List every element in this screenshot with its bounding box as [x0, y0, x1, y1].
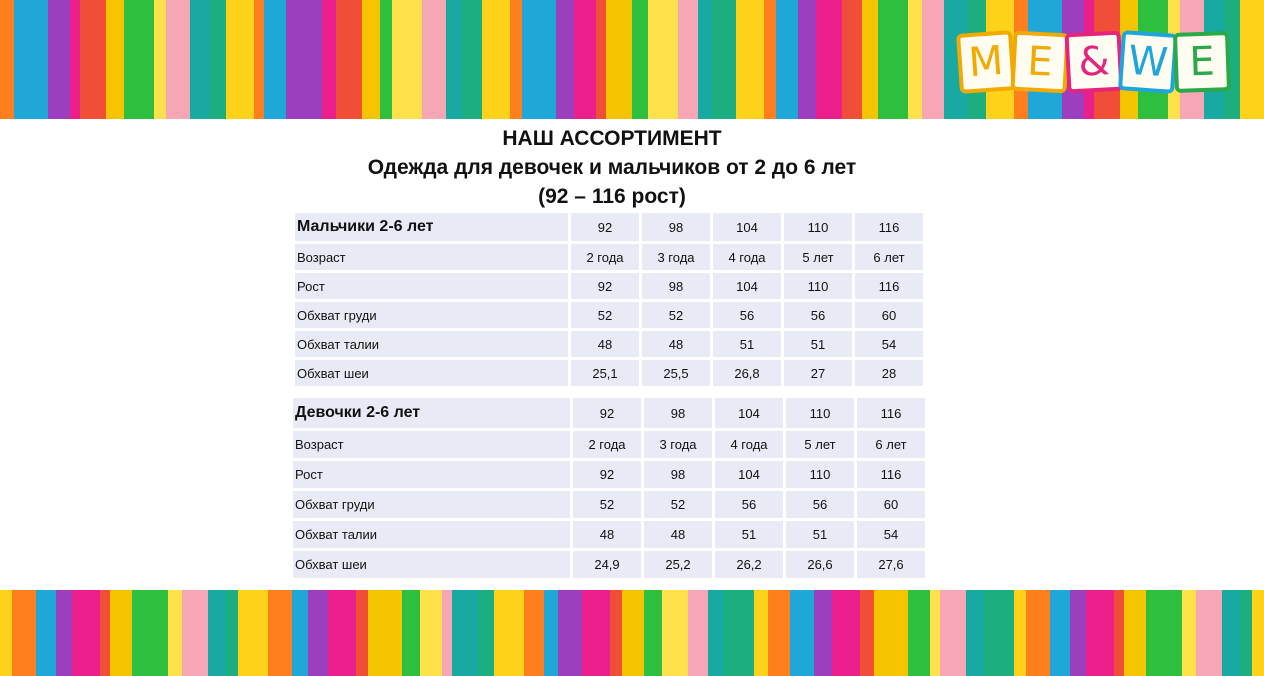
size-cell: 4 года: [713, 244, 784, 273]
size-cell: 26,2: [715, 551, 786, 581]
table-row: [295, 244, 926, 273]
size-cell: 2 года: [571, 244, 642, 273]
size-cell: 6 лет: [855, 244, 926, 273]
size-cell: 2 года: [573, 431, 644, 461]
height-range: (92 – 116 рост): [538, 185, 686, 208]
size-cell: 3 года: [644, 431, 715, 461]
logo-letter-tile: W: [1118, 30, 1178, 94]
size-cell: 48: [571, 331, 642, 360]
size-cell: 52: [644, 491, 715, 521]
size-cell: 104: [715, 398, 786, 431]
table-row: [295, 302, 926, 331]
size-cell: 56: [713, 302, 784, 331]
me-and-we-logo: [950, 24, 1230, 96]
size-cell: 104: [715, 461, 786, 491]
size-cell: 60: [855, 302, 926, 331]
size-cell: 27: [784, 360, 855, 389]
table-row: [293, 551, 928, 581]
row-label: Обхват шеи: [293, 551, 573, 581]
size-cell: 54: [855, 331, 926, 360]
size-cell: 26,8: [713, 360, 784, 389]
size-cell: 104: [713, 213, 784, 244]
table-header-row: [295, 213, 926, 244]
row-label: Обхват груди: [293, 491, 573, 521]
size-cell: 51: [715, 521, 786, 551]
page-header: [300, 124, 924, 211]
size-cell: 48: [642, 331, 713, 360]
bottom-stripe-banner: [0, 590, 1264, 676]
size-cell: 60: [857, 491, 928, 521]
page-title: НАШ АССОРТИМЕНТ: [502, 127, 722, 150]
row-label: Обхват шеи: [295, 360, 571, 389]
size-cell: 27,6: [857, 551, 928, 581]
table-row: [293, 431, 928, 461]
logo-letter-tile: &: [1064, 31, 1123, 94]
size-cell: 48: [573, 521, 644, 551]
size-cell: 51: [713, 331, 784, 360]
size-cell: 3 года: [642, 244, 713, 273]
table-row: [293, 461, 928, 491]
table-row: [293, 521, 928, 551]
row-label: Возраст: [293, 431, 573, 461]
size-cell: 52: [642, 302, 713, 331]
logo-letter-tile: E: [1173, 31, 1231, 93]
table-row: [293, 491, 928, 521]
row-label: Рост: [295, 273, 571, 302]
size-cell: 98: [644, 461, 715, 491]
size-cell: 110: [784, 213, 855, 244]
size-cell: 24,9: [573, 551, 644, 581]
size-cell: 116: [855, 273, 926, 302]
size-cell: 92: [571, 213, 642, 244]
table-row: [295, 273, 926, 302]
row-label: Мальчики 2-6 лет: [295, 213, 571, 244]
size-cell: 54: [857, 521, 928, 551]
size-cell: 4 года: [715, 431, 786, 461]
size-cell: 28: [855, 360, 926, 389]
size-cell: 5 лет: [784, 244, 855, 273]
size-cell: 56: [715, 491, 786, 521]
size-cell: 98: [642, 273, 713, 302]
size-cell: 116: [857, 398, 928, 431]
size-cell: 52: [573, 491, 644, 521]
size-cell: 98: [642, 213, 713, 244]
size-cell: 48: [644, 521, 715, 551]
row-label: Рост: [293, 461, 573, 491]
size-cell: 51: [784, 331, 855, 360]
logo-letter-tile: M: [956, 30, 1016, 94]
size-cell: 110: [786, 398, 857, 431]
row-label: Возраст: [295, 244, 571, 273]
size-cell: 56: [784, 302, 855, 331]
size-cell: 92: [573, 398, 644, 431]
size-cell: 110: [786, 461, 857, 491]
size-cell: 25,5: [642, 360, 713, 389]
size-cell: 56: [786, 491, 857, 521]
page-subtitle: Одежда для девочек и мальчиков от 2 до 6 лет: [367, 156, 857, 179]
size-cell: 5 лет: [786, 431, 857, 461]
table-header-row: [293, 398, 928, 431]
table-row: [295, 331, 926, 360]
row-label: Обхват талии: [293, 521, 573, 551]
size-cell: 104: [713, 273, 784, 302]
size-cell: 6 лет: [857, 431, 928, 461]
size-cell: 116: [855, 213, 926, 244]
boys-size-table: [295, 213, 926, 389]
table-row: [295, 360, 926, 389]
size-cell: 25,1: [571, 360, 642, 389]
size-cell: 25,2: [644, 551, 715, 581]
row-label: Обхват талии: [295, 331, 571, 360]
size-cell: 51: [786, 521, 857, 551]
girls-size-table: [293, 398, 928, 581]
size-cell: 26,6: [786, 551, 857, 581]
size-cell: 116: [857, 461, 928, 491]
row-label: Обхват груди: [295, 302, 571, 331]
logo-letter-tile: E: [1010, 31, 1069, 94]
size-cell: 52: [571, 302, 642, 331]
size-cell: 92: [573, 461, 644, 491]
size-cell: 98: [644, 398, 715, 431]
size-cell: 110: [784, 273, 855, 302]
size-cell: 92: [571, 273, 642, 302]
row-label: Девочки 2-6 лет: [293, 398, 573, 431]
